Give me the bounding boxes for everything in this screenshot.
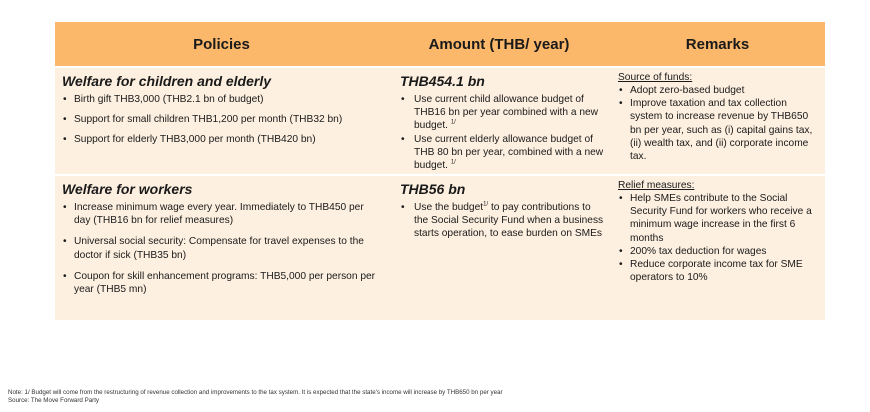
remarks-cell bbox=[610, 176, 825, 320]
list-item: • Coupon for skill enhancement programs: THB5,000 per person per year (THB5 mn) bbox=[62, 270, 382, 296]
footnote-note: Note: 1/ Budget will come from the restructuring of revenue collection and improvements to the tax system. It is expected that the state's income will increase by THB650 bn per year bbox=[8, 389, 503, 396]
amount-title: THB454.1 bn bbox=[400, 73, 485, 89]
header-amount: Amount (THB/ year) bbox=[428, 35, 570, 53]
amount-cell bbox=[388, 68, 610, 174]
amount-list bbox=[400, 201, 604, 241]
list-item: • Support for elderly THB3,000 per month (THB420 bn) bbox=[62, 133, 382, 146]
list-item-text: Use current elderly allowance budget of THB 80 bn per year, combined with a new budget. bbox=[414, 133, 604, 172]
list-item bbox=[400, 93, 604, 133]
remark-list bbox=[618, 84, 819, 163]
list-item: • Improve taxation and tax collection system to increase revenue by THB650 bn per year, such as (i) capital gains tax, (ii) wealth tax, and (ii) corporate income tax. bbox=[618, 97, 819, 163]
table-row bbox=[55, 66, 825, 174]
amount-title: THB56 bn bbox=[400, 181, 466, 197]
list-item: • Reduce corporate income tax for SME operators to 10% bbox=[618, 258, 819, 284]
list-item: • Support for small children THB1,200 per month (THB32 bn) bbox=[62, 113, 382, 126]
remark-label: Source of funds: bbox=[618, 72, 693, 83]
list-item: • Increase minimum wage every year. Immediately to THB450 per day (THB16 bn for relief measures) bbox=[62, 201, 382, 227]
header-remarks: Remarks bbox=[685, 35, 750, 53]
footnote-marker: 1/ bbox=[483, 201, 489, 208]
list-item-text: Use current child allowance budget of THB16 bn per year combined with a new budget. bbox=[414, 94, 599, 132]
list-item: • Birth gift THB3,000 (THB2.1 bn of budget) bbox=[62, 93, 382, 106]
list-item: • Universal social security: Compensate for travel expenses to the doctor if sick (THB35 bn) bbox=[62, 235, 382, 261]
header-policies: Policies bbox=[193, 35, 250, 53]
list-item bbox=[400, 201, 604, 241]
table-header bbox=[55, 22, 825, 66]
footnote-source: Source: The Move Forward Party bbox=[8, 397, 100, 404]
list-item bbox=[400, 133, 604, 173]
section-title: Welfare for children and elderly bbox=[62, 73, 272, 89]
policy-table bbox=[55, 22, 825, 320]
list-item: • 200% tax deduction for wages bbox=[618, 245, 819, 258]
list-item: • Help SMEs contribute to the Social Security Fund for workers who receive a minimum wage increase in the first 6 months bbox=[618, 192, 819, 245]
list-item-text: Use the budget bbox=[414, 202, 484, 213]
amount-list bbox=[400, 93, 604, 172]
policies-cell bbox=[55, 176, 388, 320]
list-item-text: to pay contributions to the Social Security Fund when a business starts operation, to ease burden on SMEs bbox=[414, 202, 604, 240]
policies-cell bbox=[55, 68, 388, 174]
remark-label: Relief measures: bbox=[618, 180, 695, 191]
section-title: Welfare for workers bbox=[62, 181, 193, 197]
policy-list bbox=[62, 201, 382, 296]
footnote-marker: 1/ bbox=[450, 159, 456, 166]
table-row bbox=[55, 174, 825, 320]
amount-cell bbox=[388, 176, 610, 320]
list-item: • Adopt zero-based budget bbox=[618, 84, 819, 97]
remark-list bbox=[618, 192, 819, 284]
footnote bbox=[8, 389, 503, 405]
policy-list bbox=[62, 93, 382, 147]
remarks-cell bbox=[610, 68, 825, 174]
footnote-marker: 1/ bbox=[450, 120, 456, 127]
